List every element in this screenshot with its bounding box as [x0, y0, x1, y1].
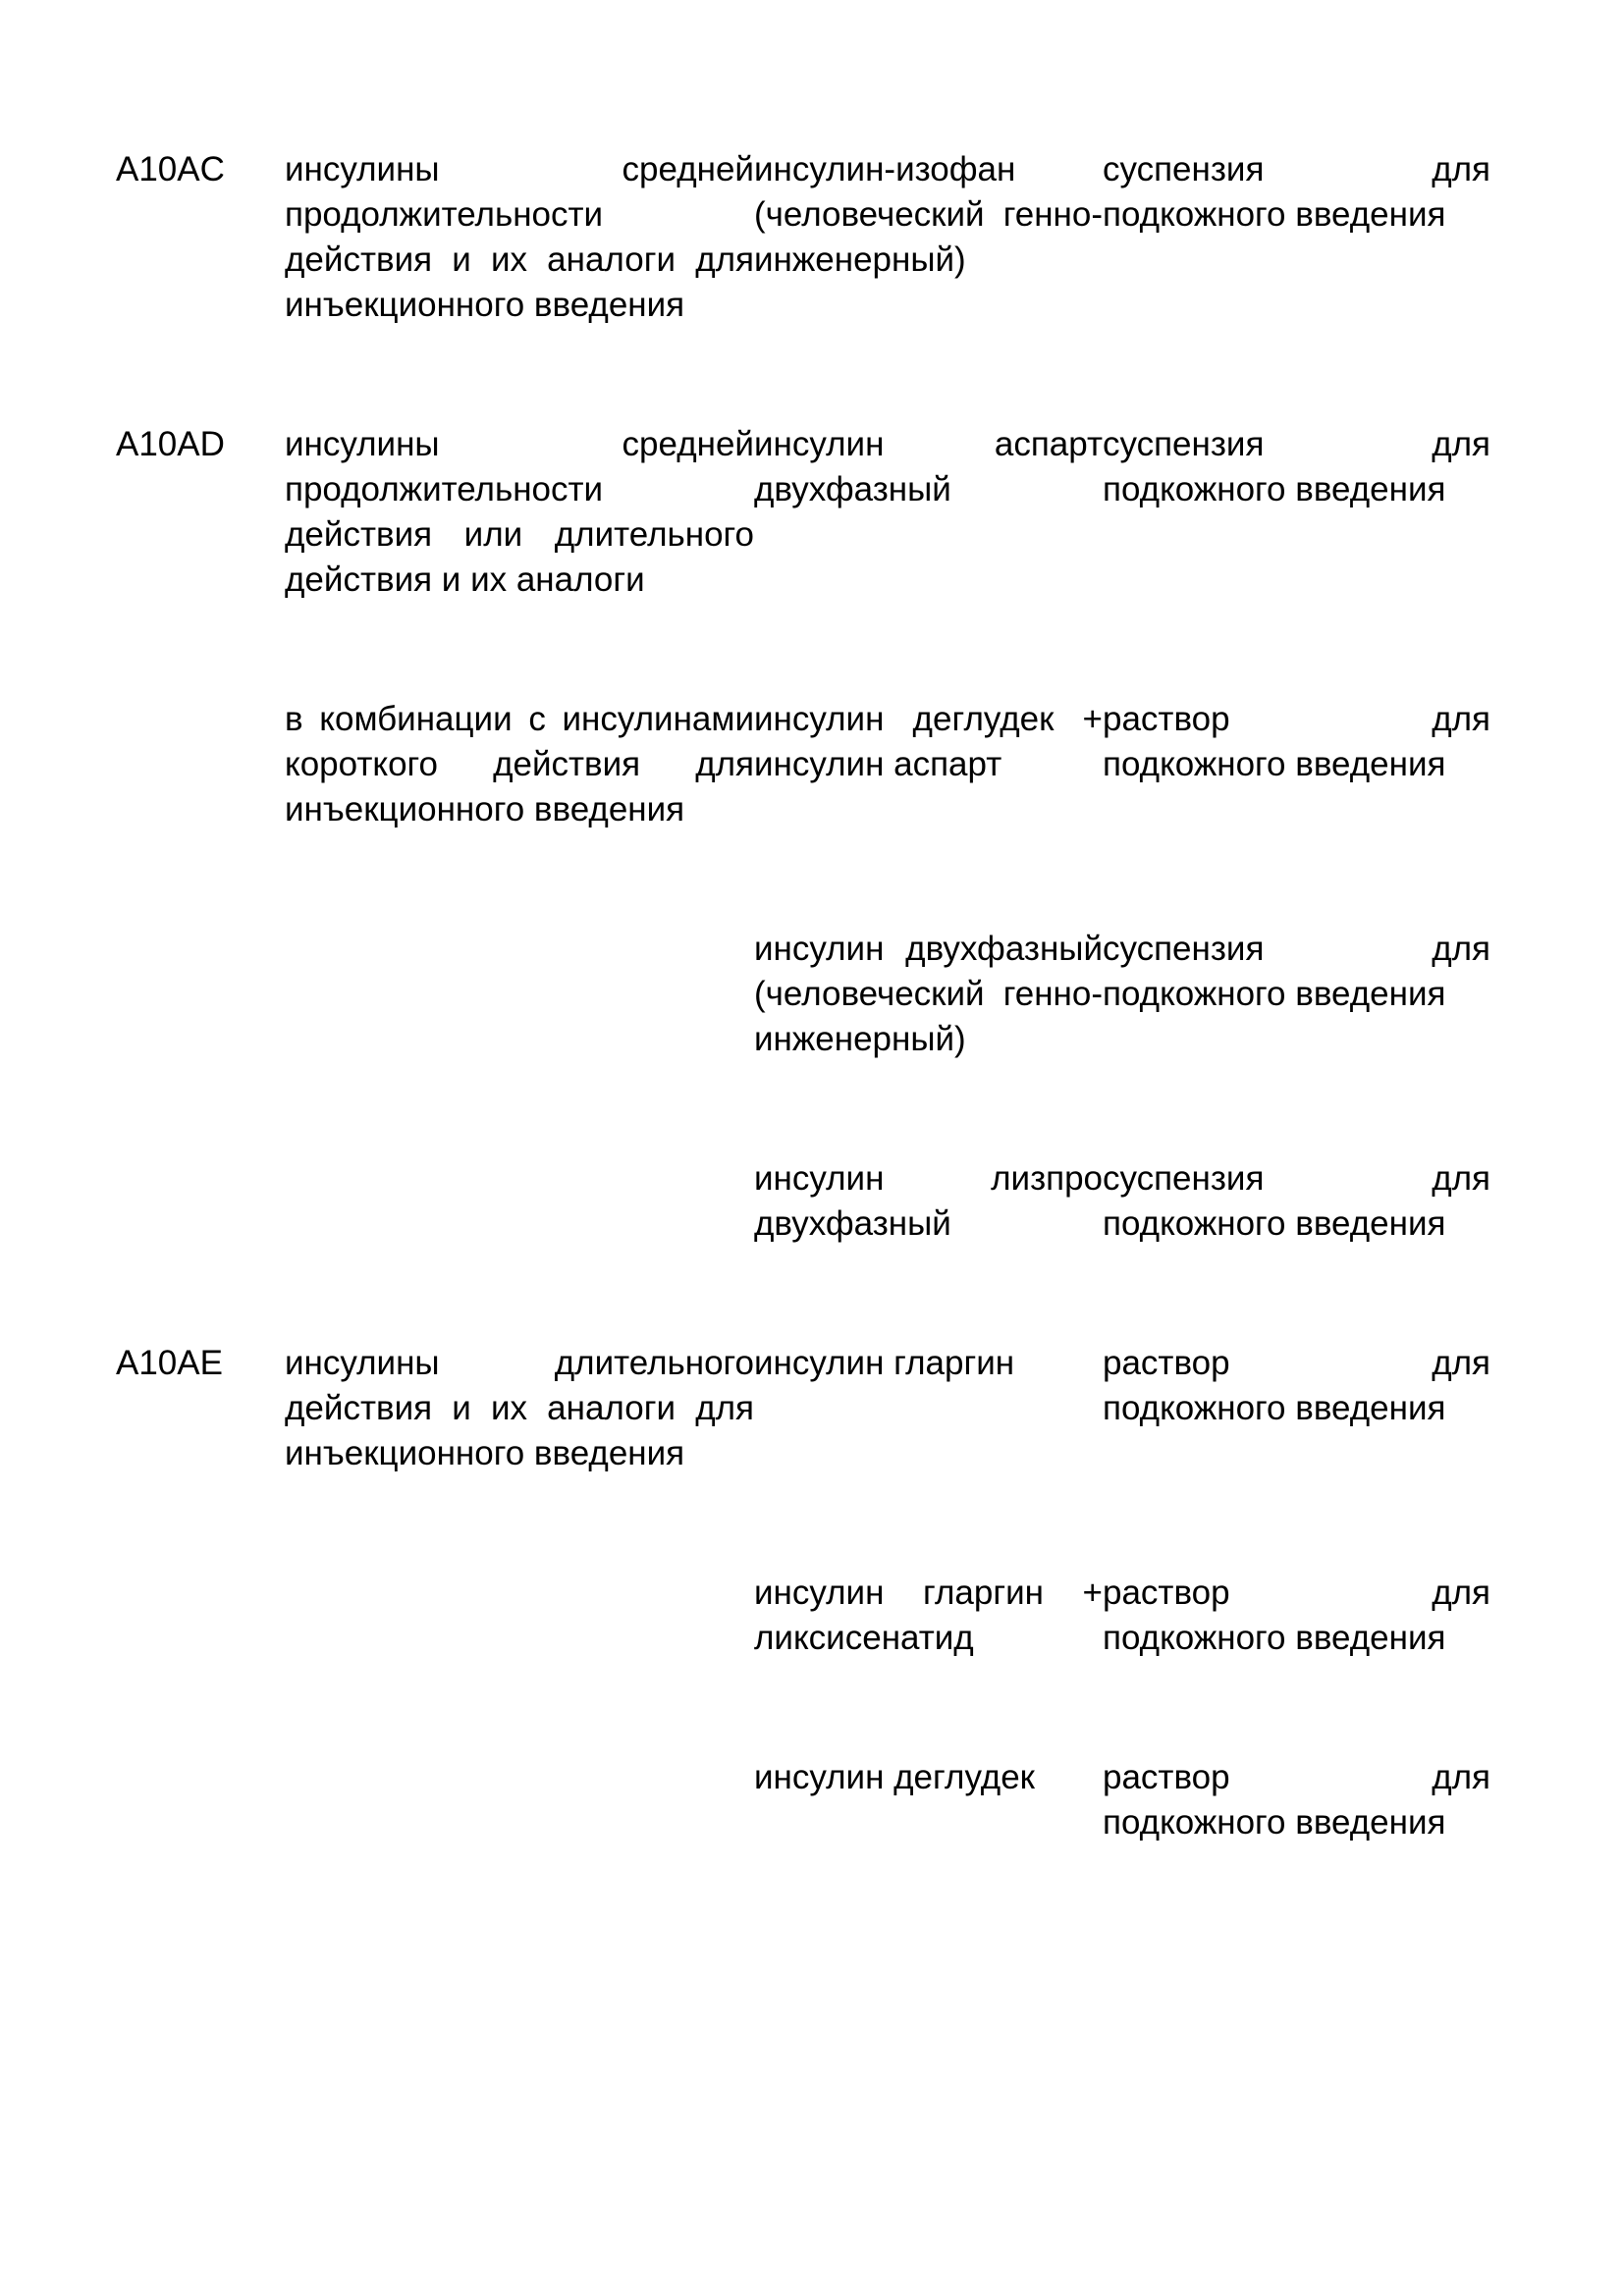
dosage-form: суспензия для подкожного введения [1103, 930, 1490, 1013]
atc-code: A10AC [116, 150, 225, 188]
drug-name: инсулин деглудек + инсулин аспарт [754, 700, 1103, 783]
dosage-form: раствор для подкожного введения [1103, 1344, 1490, 1427]
drug-group: инсулины средней продолжительности действия или длительного действия и их аналоги [285, 425, 754, 599]
drug-name: инсулин гларгин + ликсисенатид [754, 1574, 1103, 1657]
table-row [116, 422, 1490, 697]
dosage-form: раствор для подкожного введения [1103, 1574, 1490, 1657]
dosage-form: раствор для подкожного введения [1103, 700, 1490, 783]
drug-name: инсулин лизпро двухфазный [754, 1159, 1103, 1243]
table-row [116, 1755, 1490, 1845]
drug-name: инсулин двухфазный (человеческий генно-инженерный) [754, 930, 1103, 1058]
drug-group [285, 1156, 754, 1341]
table-row [116, 927, 1490, 1156]
atc-code [116, 1156, 285, 1341]
drug-name: инсулин деглудек [754, 1758, 1035, 1796]
table-row [116, 1341, 1490, 1571]
dosage-form: суспензия для подкожного введения [1103, 150, 1490, 234]
dosage-form: суспензия для подкожного введения [1103, 425, 1490, 508]
dosage-form: раствор для подкожного введения [1103, 1758, 1490, 1842]
drug-group [285, 927, 754, 1156]
table-row [116, 147, 1490, 422]
drug-table [116, 147, 1490, 1845]
drug-group: инсулины длительного действия и их аналоги для инъекционного введения [285, 1344, 754, 1472]
drug-group: инсулины средней продолжительности действия и их аналоги для инъекционного введения [285, 150, 754, 324]
drug-group [285, 1571, 754, 1755]
atc-code [116, 1571, 285, 1755]
atc-code: A10AD [116, 425, 225, 463]
drug-name: инсулин аспарт двухфазный [754, 425, 1103, 508]
table-row [116, 1571, 1490, 1755]
atc-code [116, 697, 285, 927]
atc-code: A10AE [116, 1344, 223, 1382]
atc-code [116, 927, 285, 1156]
dosage-form: суспензия для подкожного введения [1103, 1159, 1490, 1243]
drug-group: в комбинации с инсулинами короткого действия для инъекционного введения [285, 700, 754, 828]
drug-name: инсулин гларгин [754, 1344, 1015, 1382]
drug-group [285, 1755, 754, 1845]
table-row [116, 697, 1490, 927]
atc-code [116, 1755, 285, 1845]
drug-name: инсулин-изофан (человеческий генно-инженерный) [754, 150, 1103, 279]
table-row [116, 1156, 1490, 1341]
